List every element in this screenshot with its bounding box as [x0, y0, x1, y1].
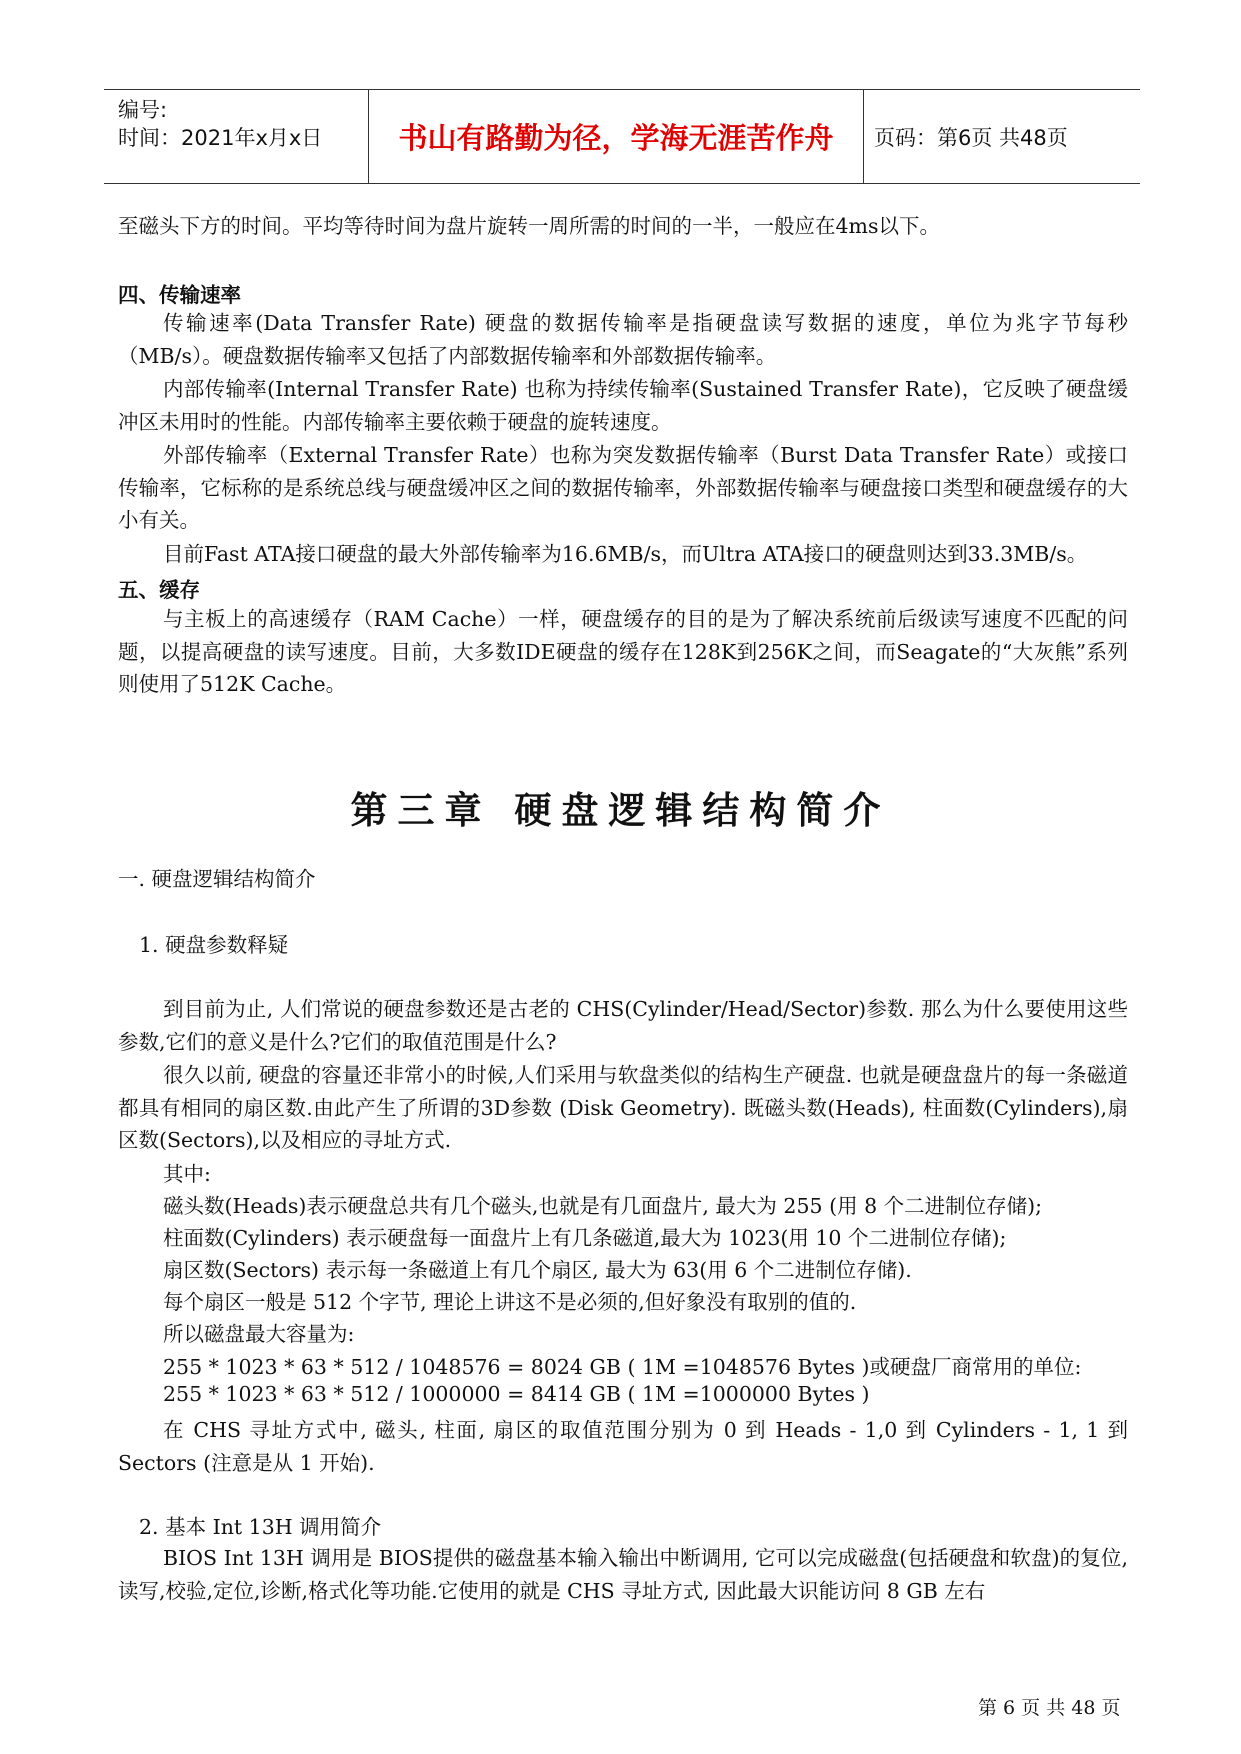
time-label: 时间：2021年x月x日: [118, 126, 323, 150]
header-left-cell: [104, 90, 368, 183]
paragraph-internal-rate: 内部传输率(Internal Transfer Rate) 也称为持续传输率(Sustained Transfer Rate)，它反映了硬盘缓冲区未用时的性能。内部传输率主要依赖于硬盘的旋转速度。: [118, 377, 1128, 434]
footer-page-number: 第 6 页 共 48 页: [978, 1697, 1121, 1719]
section-heading-transfer-rate: 四、传输速率: [118, 283, 241, 307]
paragraph-int13h: BIOS Int 13H 调用是 BIOS提供的磁盘基本输入输出中断调用, 它可以完成磁盘(包括硬盘和软盘)的复位,读写,校验,定位,诊断,格式化等功能.它使用的就是 CHS 寻址方式, 因此最大识能访问 8 GB 左右: [118, 1546, 1128, 1603]
paragraph-ata-rate: 目前Fast ATA接口硬盘的最大外部传输率为16.6MB/s，而Ultra ATA接口的硬盘则达到33.3MB/s。: [163, 542, 1088, 566]
subsection-heading-1-2: 2. 基本 Int 13H 调用简介: [139, 1515, 382, 1539]
list-line-intro: 其中:: [163, 1162, 211, 1186]
list-line-bytes: 每个扇区一般是 512 个字节, 理论上讲这不是必须的,但好象没有取别的值的.: [163, 1290, 857, 1314]
header-page-label: 页码：第6页 共48页: [874, 126, 1068, 150]
list-line-heads: 磁头数(Heads)表示硬盘总共有几个磁头,也就是有几面盘片, 最大为 255 (用 8 个二进制位存储);: [163, 1194, 1043, 1218]
section-heading-cache: 五、缓存: [118, 578, 200, 602]
list-line-cylinders: 柱面数(Cylinders) 表示硬盘每一面盘片上有几条磁道,最大为 1023(用 10 个二进制位存储);: [163, 1226, 1007, 1250]
list-line-sectors: 扇区数(Sectors) 表示每一条磁道上有几个扇区, 最大为 63(用 6 个二进制位存储).: [163, 1258, 912, 1282]
number-label: 编号:: [118, 98, 168, 122]
paragraph-transfer-rate: 传输速率(Data Transfer Rate) 硬盘的数据传输率是指硬盘读写数据的速度，单位为兆字节每秒（MB/s）。硬盘数据传输率又包括了内部数据传输率和外部数据传输率。: [118, 311, 1128, 368]
paragraph-chs-range: 在 CHS 寻址方式中, 磁头, 柱面, 扇区的取值范围分别为 0 到 Heads - 1,0 到 Cylinders - 1, 1 到 Sectors (注意是从 1 开始).: [118, 1418, 1128, 1475]
chapter-title: 第三章 硬盘逻辑结构简介: [350, 788, 891, 832]
subsection-heading-1: 一. 硬盘逻辑结构简介: [118, 867, 316, 891]
paragraph-chs-history: 很久以前, 硬盘的容量还非常小的时候,人们采用与软盘类似的结构生产硬盘. 也就是硬盘盘片的每一条磁道都具有相同的扇区数.由此产生了所谓的3D参数 (Disk Geometry). 既磁头数(Heads), 柱面数(Cylinders),扇区数(Sectors),以及相应的寻址方式.: [118, 1063, 1128, 1152]
formula-line-1: 255 * 1023 * 63 * 512 / 1048576 = 8024 GB ( 1M =1048576 Bytes )或硬盘厂商常用的单位:: [163, 1355, 1082, 1379]
paragraph-external-rate: 外部传输率（External Transfer Rate）也称为突发数据传输率（Burst Data Transfer Rate）或接口传输率，它标称的是系统总线与硬盘缓冲区之间的数据传输率，外部数据传输率与硬盘接口类型和硬盘缓存的大小有关。: [118, 443, 1128, 532]
list-line-max-capacity: 所以磁盘最大容量为:: [163, 1322, 355, 1346]
header-right-cell: [862, 90, 1140, 183]
formula-line-2: 255 * 1023 * 63 * 512 / 1000000 = 8414 GB ( 1M =1000000 Bytes ): [163, 1382, 870, 1406]
header-table: [104, 89, 1140, 184]
paragraph-chs-intro: 到目前为止, 人们常说的硬盘参数还是古老的 CHS(Cylinder/Head/Sector)参数. 那么为什么要使用这些参数,它们的意义是什么?它们的取值范围是什么?: [118, 997, 1128, 1054]
header-motto: 书山有路勤为径，学海无涯苦作舟: [398, 121, 834, 155]
paragraph-continued: 至磁头下方的时间。平均等待时间为盘片旋转一周所需的时间的一半，一般应在4ms以下。: [118, 214, 940, 238]
header-middle-cell: [368, 90, 864, 183]
paragraph-cache: 与主板上的高速缓存（RAM Cache）一样，硬盘缓存的目的是为了解决系统前后级读写速度不匹配的问题，以提高硬盘的读写速度。目前，大多数IDE硬盘的缓存在128K到256K之间，而Seagate的“大灰熊”系列则使用了512K Cache。: [118, 607, 1128, 696]
subsection-heading-1-1: 1. 硬盘参数释疑: [139, 933, 289, 957]
